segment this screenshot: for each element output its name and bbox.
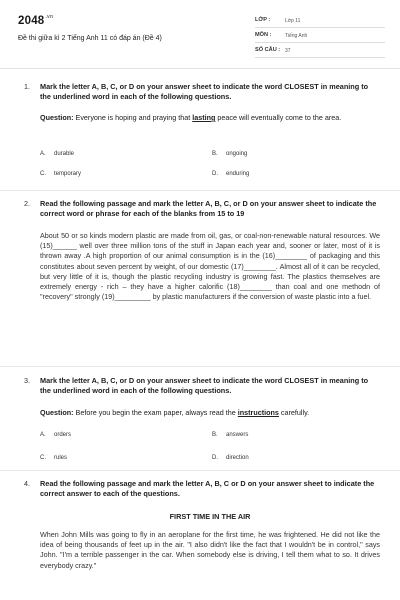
option-text: direction <box>226 455 249 461</box>
question-text-post: carefully. <box>280 408 310 417</box>
option-letter: B. <box>212 151 218 157</box>
option-text: temporary <box>54 171 82 177</box>
option-b[interactable] <box>212 150 247 158</box>
section-divider <box>0 190 400 191</box>
option-d[interactable] <box>212 170 249 178</box>
reading-passage: When John Mills was going to fly in an aeroplane for the first time, he was frightened. He did not like the idea of being thousands of feet up in the air. "I also didn't like the fact that I wouldn't be in control," says John. "I'm a terrible passenger in the car. When somebody else is driving, I tell them what to so. It drives everybody crazy." <box>40 530 380 570</box>
option-a[interactable] <box>40 431 71 439</box>
meta-subject-value: Tiếng Anh <box>285 33 308 39</box>
option-letter: B. <box>212 432 218 438</box>
site-logo[interactable] <box>18 14 53 30</box>
option-c[interactable] <box>40 454 67 462</box>
option-letter: A. <box>40 432 46 438</box>
option-letter: C. <box>40 171 46 177</box>
question-text-post: peace will eventually come to the area. <box>217 113 342 122</box>
page-header <box>0 0 400 68</box>
question-instruction: Read the following passage and mark the letter A, B, C or D on your answer sheet to indicate the correct answer to each of the questions. <box>40 479 375 499</box>
meta-subject-key: MÔN : <box>255 32 272 38</box>
question-number: 2. <box>24 199 30 208</box>
question-stem <box>40 113 380 123</box>
question-label: Question: <box>40 113 74 122</box>
question-stem <box>40 408 380 418</box>
header-divider <box>0 68 400 69</box>
option-d[interactable] <box>212 454 249 462</box>
option-b[interactable] <box>212 431 248 439</box>
logo-suffix: .vn <box>45 14 54 20</box>
question-instruction: Mark the letter A, B, C, or D on your answer sheet to indicate the word CLOSEST in meaning to the underlined word in each of the following questions. <box>40 82 369 102</box>
option-text: durable <box>54 151 75 157</box>
document-title: Đề thi giữa kì 2 Tiếng Anh 11 có đáp án (Đề 4) <box>18 35 162 42</box>
question-text-pre: Before you begin the exam paper, always read the <box>75 408 236 417</box>
reading-passage: About 50 or so kinds modern plastic are made from oil, gas, or coal-non-renewable natural resources. We (15)______ well over three million tons of the stuff in Japan each year and, sooner or later, most of it is thrown away .A high proportion of our animal consumption is in the (16)________ of packaging and this constitutes about seven percent by weight, of our domestic (17)________. Almost all of it can be recycled, but very little of it is, though the plastic recycling industry is growing fast. The plastics themselves are extremely energy - rich – they have a higher calorific (18)________ than coal and one methodn of "recovery" strongly (19)_________ by plastic manufacturers if the conversion of waste plastic into a fuel. <box>40 231 380 302</box>
option-letter: C. <box>40 455 46 461</box>
option-text: answers <box>226 432 249 438</box>
section-divider <box>0 470 400 471</box>
meta-subject <box>255 31 385 43</box>
meta-class-key: LỚP : <box>255 17 271 23</box>
option-letter: D. <box>212 455 218 461</box>
underlined-word: lasting <box>192 113 216 122</box>
option-text: enduring <box>226 171 250 177</box>
option-text: ongoing <box>226 151 248 157</box>
option-text: rules <box>54 455 68 461</box>
meta-count-value: 37 <box>285 48 291 54</box>
question-label: Question: <box>40 408 74 417</box>
option-text: orders <box>54 432 72 438</box>
section-divider <box>0 366 400 367</box>
option-letter: D. <box>212 171 218 177</box>
question-instruction: Read the following passage and mark the letter A, B, C, or D on your answer sheet to indicate the correct word or phrase for each of the blanks from 15 to 19 <box>40 199 377 219</box>
question-instruction: Mark the letter A, B, C, or D on your answer sheet to indicate the word CLOSEST in meaning to the underlined word in each of the following questions. <box>40 376 369 396</box>
question-number: 4. <box>24 479 30 488</box>
meta-count-key: SỐ CÂU : <box>255 47 281 53</box>
meta-question-count <box>255 46 385 58</box>
underlined-word: instructions <box>237 408 279 417</box>
question-text-pre: Everyone is hoping and praying that <box>75 113 191 122</box>
option-a[interactable] <box>40 150 74 158</box>
question-number: 1. <box>24 82 30 91</box>
logo-text: 2048 <box>18 15 45 27</box>
option-letter: A. <box>40 151 46 157</box>
option-c[interactable] <box>40 170 81 178</box>
meta-class-value: Lớp 11 <box>285 18 301 24</box>
question-number: 3. <box>24 376 30 385</box>
passage-title: FIRST TIME IN THE AIR <box>169 512 251 521</box>
meta-class <box>255 16 385 28</box>
